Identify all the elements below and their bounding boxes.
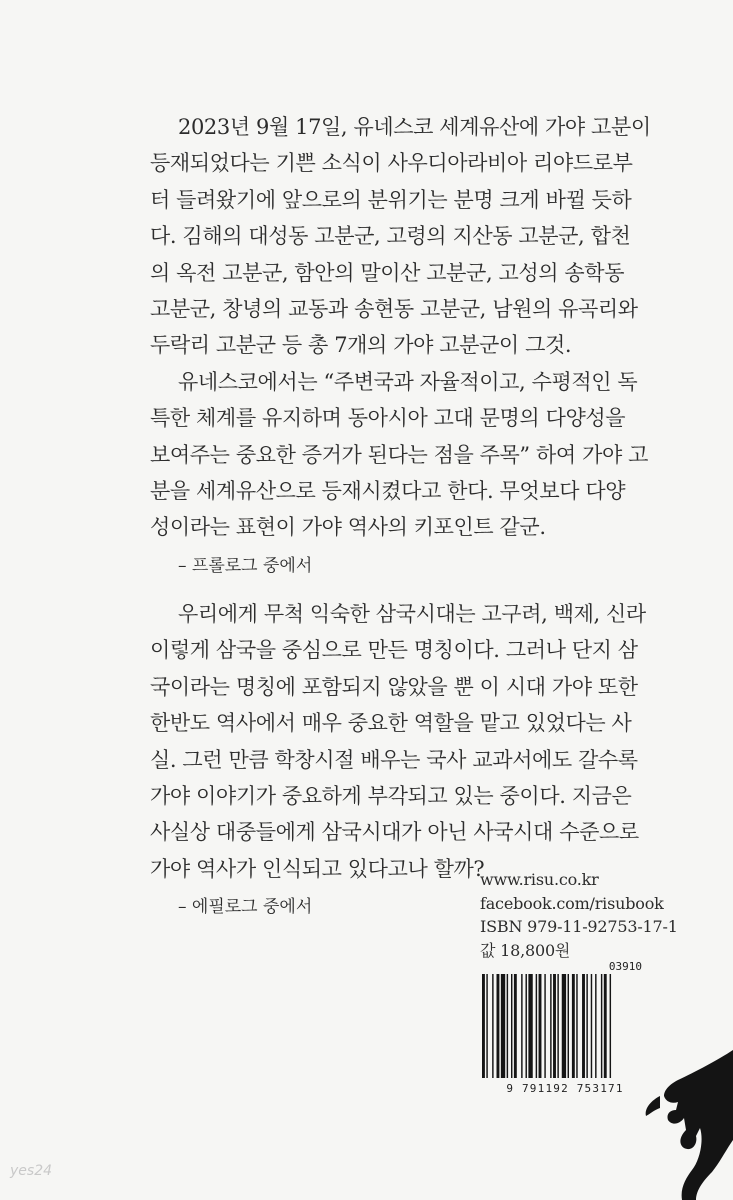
barcode-bar xyxy=(528,974,532,1078)
text-line: 터 들려왔기에 앞으로의 분위기는 분명 크게 바뀔 듯하 xyxy=(150,187,632,212)
barcode-bar xyxy=(595,974,596,1078)
text-line: 두락리 고분군 등 총 7개의 가야 고분군이 그것. xyxy=(150,333,572,358)
barcode-bar xyxy=(497,974,500,1078)
barcode-bar xyxy=(501,974,505,1078)
text-line: 국이라는 명칭에 포함되지 않았을 뿐 이 시대 가야 또한 xyxy=(150,674,638,699)
barcode-bar xyxy=(576,974,577,1078)
barcode-bar xyxy=(507,974,508,1078)
barcode-bar xyxy=(511,974,512,1078)
text-line: 성이라는 표현이 가야 역사의 키포인트 같군. xyxy=(150,515,546,540)
epilogue-source: – 에필로그 중에서 xyxy=(178,897,313,918)
text-line: 우리에게 무척 익숙한 삼국시대는 고구려, 백제, 신라 xyxy=(178,602,646,626)
barcode-bar xyxy=(514,974,517,1078)
barcode-bar xyxy=(492,974,493,1078)
cat-silhouette-icon xyxy=(600,1010,733,1200)
barcode-bar xyxy=(572,974,575,1078)
barcode-bar xyxy=(521,974,522,1078)
barcode-bar xyxy=(526,974,527,1078)
website-link[interactable]: www.risu.co.kr xyxy=(480,870,599,889)
barcode-bar xyxy=(536,974,537,1078)
barcode-bar xyxy=(486,974,487,1078)
text-line: 사실상 대중들에게 삼국시대가 아닌 사국시대 수준으로 xyxy=(150,820,639,845)
barcode-bar xyxy=(553,974,556,1078)
publisher-info xyxy=(480,868,680,962)
barcode-bar xyxy=(539,974,542,1078)
facebook-link[interactable]: facebook.com/risubook xyxy=(480,893,664,913)
prologue-source: – 프롤로그 중에서 xyxy=(178,555,313,576)
text-line: 유네스코에서는 “주변국과 자율적이고, 수평적인 독 xyxy=(178,369,638,394)
text-line: 가야 이야기가 중요하게 부각되고 있는 중이다. 지금은 xyxy=(150,783,632,808)
isbn-text: ISBN 979-11-92753-17-1 xyxy=(480,917,678,936)
barcode-bar xyxy=(591,974,592,1078)
barcode-addon-number: 03910 xyxy=(608,960,642,973)
text-line: 분을 세계유산으로 등재시켰다고 한다. 무엇보다 다양 xyxy=(150,478,626,503)
barcode-bar xyxy=(482,974,485,1078)
text-line: 한반도 역사에서 매우 중요한 역할을 맡고 있었다는 사 xyxy=(150,711,632,736)
text-line: 의 옥전 고분군, 함안의 말이산 고분군, 고성의 송학동 xyxy=(150,260,625,285)
text-line: 특한 체계를 유지하며 동아시아 고대 문명의 다양성을 xyxy=(150,406,626,431)
text-line: 등재되었다는 기쁜 소식이 사우디아라비아 리야드로부 xyxy=(150,151,633,176)
text-line: 실. 그런 만큼 학창시절 배우는 국사 교과서에도 갈수록 xyxy=(150,747,638,772)
price-text: 값 18,800원 xyxy=(480,940,571,960)
watermark-text: yes24 xyxy=(10,1163,53,1179)
barcode-bar xyxy=(582,974,585,1078)
barcode-bar xyxy=(562,974,566,1078)
barcode-number: 9 791192 753171 xyxy=(506,1082,624,1095)
text-line: 이렇게 삼국을 중심으로 만든 명칭이다. 그러나 단지 삼 xyxy=(150,638,638,663)
barcode-bar xyxy=(557,974,558,1078)
text-line: 2023년 9월 17일, 유네스코 세계유산에 가야 고분이 xyxy=(178,115,651,139)
barcode-bar xyxy=(586,974,587,1078)
barcode-bar xyxy=(544,974,545,1078)
barcode-bar xyxy=(568,974,569,1078)
text-line: 가야 역사가 인식되고 있다고나 할까? xyxy=(150,856,485,881)
barcode-bar xyxy=(550,974,551,1078)
text-line: 다. 김해의 대성동 고분군, 고령의 지산동 고분군, 합천 xyxy=(150,224,631,249)
prologue-excerpt xyxy=(150,109,651,584)
text-line: 고분군, 창녕의 교동과 송현동 고분군, 남원의 유곡리와 xyxy=(150,296,638,321)
text-line: 보여주는 중요한 증거가 된다는 점을 주목” 하여 가야 고 xyxy=(150,442,649,467)
